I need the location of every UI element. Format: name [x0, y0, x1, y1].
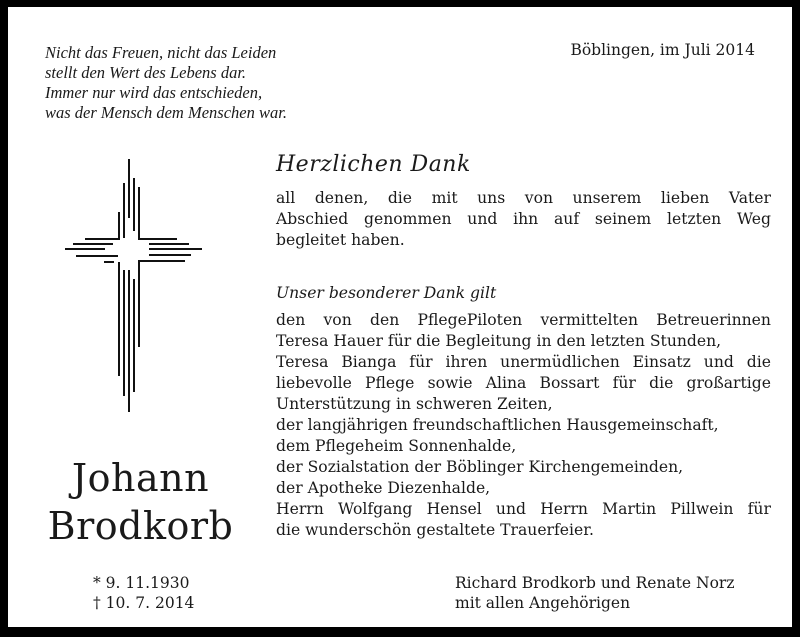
word: Einsatz — [632, 353, 691, 371]
word: für — [747, 500, 771, 518]
word: Vater — [728, 189, 771, 207]
word: die — [746, 353, 771, 371]
word: mit — [431, 189, 458, 207]
last-name: Brodkorb — [47, 504, 234, 548]
word: die — [387, 189, 413, 207]
word: von — [323, 311, 352, 329]
word: von — [524, 189, 554, 207]
word: all — [276, 189, 296, 207]
word: Hensel — [426, 500, 482, 518]
thanks-line — [276, 310, 771, 331]
thanks-paragraph — [276, 310, 771, 541]
motto-line: Nicht das Freuen, nicht das Leiden — [45, 43, 277, 62]
thanks-line: Teresa Hauer für die Begleitung in den letzten Stunden, — [276, 332, 722, 350]
thanks-line — [276, 499, 771, 520]
word: uns — [477, 189, 506, 207]
word: den — [276, 311, 306, 329]
word: seinem — [594, 210, 652, 228]
word: ihn — [513, 210, 539, 228]
intro-line-1 — [276, 188, 771, 209]
obituary-notice — [8, 7, 792, 627]
word: Herrn — [540, 500, 588, 518]
thanks-line: der langjährigen freundschaftlichen Hausgemeinschaft, — [276, 416, 719, 434]
motto-line: stellt den Wert des Lebens dar. — [45, 63, 247, 82]
word: ihren — [445, 353, 488, 371]
intro-line-2 — [276, 209, 771, 230]
thanks-line: dem Pflegeheim Sonnenhalde, — [276, 437, 517, 455]
intro-line-3: begleitet haben. — [276, 231, 405, 249]
life-dates — [93, 573, 194, 613]
death-date: † 10. 7. 2014 — [93, 594, 195, 612]
intro-paragraph — [276, 188, 771, 251]
word: Abschied — [276, 210, 349, 228]
word: PflegePiloten — [417, 311, 523, 329]
special-thanks-heading: Unser besonderer Dank gilt — [276, 284, 497, 302]
motto-line: was der Mensch dem Menschen war. — [45, 103, 287, 122]
signature-relatives: mit allen Angehörigen — [455, 594, 631, 612]
first-name: Johann — [71, 456, 210, 500]
thanks-line: die wunderschön gestaltete Trauerfeier. — [276, 521, 594, 539]
motto-line: Immer nur wird das entschieden, — [45, 83, 263, 102]
word: den — [369, 311, 400, 329]
word: sowie — [427, 374, 473, 392]
word: Herrn — [276, 500, 324, 518]
thanks-line: Unterstützung in schweren Zeiten, — [276, 395, 553, 413]
word: und — [495, 500, 526, 518]
word: letzten — [666, 210, 722, 228]
thanks-line — [276, 352, 771, 373]
thanks-line: der Sozialstation der Böblinger Kirchengemeinden, — [276, 458, 684, 476]
word: auf — [554, 210, 580, 228]
word: Bianga — [341, 353, 397, 371]
word: für — [409, 353, 433, 371]
word: Weg — [737, 210, 771, 228]
thanks-line — [276, 373, 771, 394]
word: unserem — [572, 189, 642, 207]
word: Teresa — [276, 353, 329, 371]
word: und — [467, 210, 498, 228]
word: Pillwein — [670, 500, 734, 518]
word: Martin — [602, 500, 657, 518]
word: Pflege — [365, 374, 415, 392]
word: und — [703, 353, 734, 371]
word: lieben — [660, 189, 710, 207]
thanks-heading: Herzlichen Dank — [276, 152, 471, 177]
word: großartige — [686, 374, 771, 392]
word: Bossart — [539, 374, 600, 392]
word: für — [612, 374, 636, 392]
word: liebevolle — [276, 374, 352, 392]
word: unermüdlichen — [500, 353, 620, 371]
deceased-name — [28, 454, 253, 550]
thanks-line: der Apotheke Diezenhalde, — [276, 479, 491, 497]
place-date: Böblingen, im Juli 2014 — [570, 41, 755, 59]
word: die — [649, 374, 674, 392]
signature — [455, 573, 735, 613]
birth-date: * 9. 11.1930 — [93, 574, 190, 592]
signature-names: Richard Brodkorb und Renate Norz — [455, 574, 735, 592]
word: Alina — [485, 374, 527, 392]
word: denen, — [314, 189, 369, 207]
word: vermittelten — [540, 311, 639, 329]
word: Wolfgang — [337, 500, 413, 518]
word: genommen — [364, 210, 452, 228]
word: Betreuerinnen — [656, 311, 771, 329]
